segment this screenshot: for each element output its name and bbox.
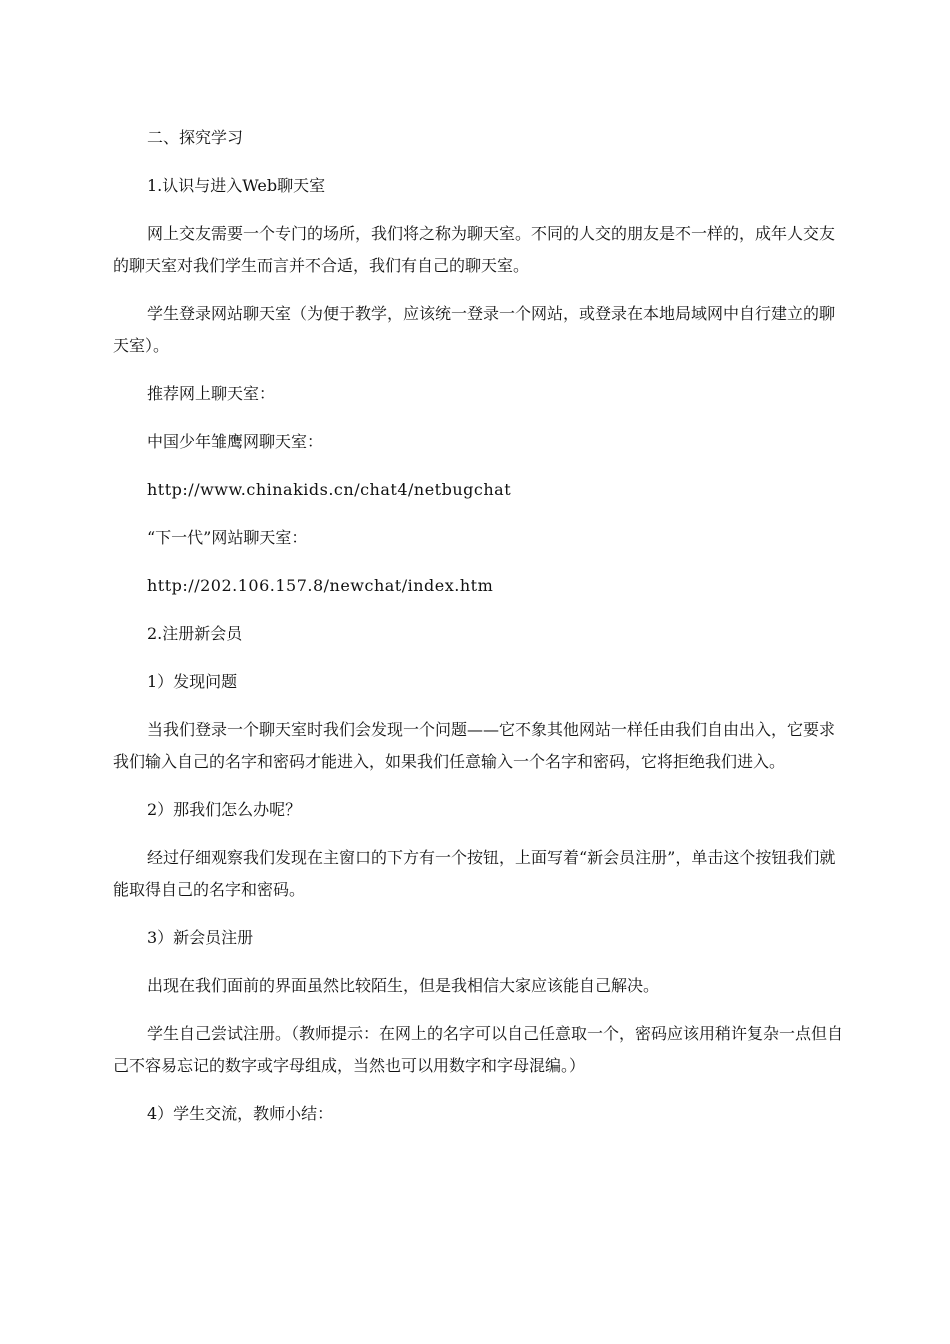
url-link[interactable]: http://202.106.157.8/newchat/index.htm (147, 576, 494, 595)
body-paragraph: 推荐网上聊天室： (147, 384, 276, 403)
body-paragraph: 出现在我们面前的界面虽然比较陌生，但是我相信大家应该能自己解决。 (147, 976, 660, 995)
subsection-heading: 2.注册新会员 (147, 624, 243, 643)
body-paragraph: 网上交友需要一个专门的场所，我们将之称为聊天室。不同的人交的朋友是不一样的，成年人交友的聊天室对我们学生而言并不合适，我们有自己的聊天室。 (113, 224, 836, 275)
section-heading: 二、探究学习 (147, 128, 244, 147)
body-paragraph: 中国少年雏鹰网聊天室： (147, 432, 324, 451)
body-paragraph: 当我们登录一个聊天室时我们会发现一个问题——它不象其他网站一样任由我们自由出入，它要求我们输入自己的名字和密码才能进入，如果我们任意输入一个名字和密码，它将拒绝我们进入。 (113, 720, 836, 771)
body-paragraph: 学生登录网站聊天室（为便于教学，应该统一登录一个网站，或登录在本地局域网中自行建立的聊天室）。 (113, 304, 836, 355)
list-heading: 1）发现问题 (147, 672, 238, 691)
list-heading: 2）那我们怎么办呢？ (147, 800, 302, 819)
url-link[interactable]: http://www.chinakids.cn/chat4/netbugchat (147, 480, 512, 499)
body-paragraph: 经过仔细观察我们发现在主窗口的下方有一个按钮，上面写着“新会员注册”，单击这个按钮我们就能取得自己的名字和密码。 (113, 848, 836, 899)
document-body (113, 122, 843, 1146)
body-paragraph: “下一代”网站聊天室： (147, 528, 308, 547)
list-heading: 3）新会员注册 (147, 928, 254, 947)
subsection-heading: 1.认识与进入Web聊天室 (147, 176, 326, 195)
body-paragraph: 学生自己尝试注册。（教师提示：在网上的名字可以自己任意取一个，密码应该用稍许复杂一点但自己不容易忘记的数字或字母组成，当然也可以用数字和字母混编。） (113, 1024, 844, 1075)
list-heading: 4）学生交流，教师小结： (147, 1104, 334, 1123)
